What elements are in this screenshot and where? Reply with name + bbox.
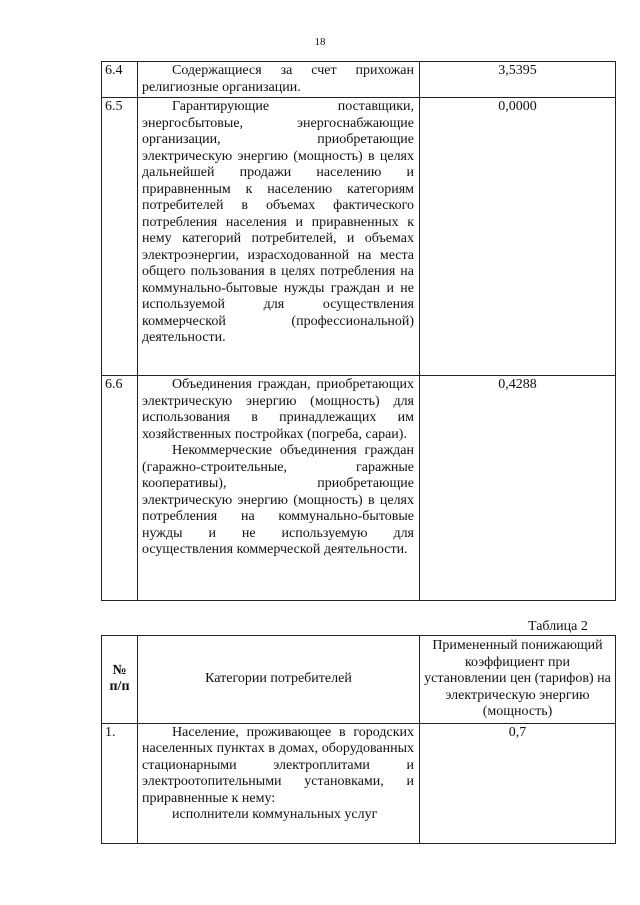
- row-number: 6.4: [102, 62, 138, 98]
- description-paragraph: исполнители коммунальных услуг: [172, 807, 378, 822]
- description-paragraph: Население, проживающее в городских населенных пунктах в домах, оборудованных стационарными электроплитами и электроотопительными установками, и приравненные к нему:: [142, 724, 414, 806]
- table-caption: Таблица 2: [528, 619, 588, 634]
- table-row: [102, 98, 616, 376]
- description-paragraph: Некоммерческие объединения граждан (гаражно-строительные, гаражные кооперативы), приобретающие электрическую энергию (мощность) в целях потребления на коммунально-бытовые нужды и не используемую для осуществления коммерческой деятельности.: [142, 443, 414, 557]
- page-number: 18: [314, 36, 326, 48]
- table-row: [102, 723, 616, 843]
- header-coefficient: Примененный понижающий коэффициент при установлении цен (тарифов) на электрическую энергию (мощность): [420, 636, 616, 724]
- reduction-coefficient-table: [101, 635, 616, 844]
- consumer-category-description: [138, 62, 420, 98]
- consumer-category-description: [138, 723, 420, 843]
- header-row-number: № п/п: [102, 636, 138, 724]
- tariff-coefficients-table-continued: [101, 61, 616, 601]
- header-consumer-category: Категории потребителей: [138, 636, 420, 724]
- table-row: [102, 376, 616, 601]
- coefficient-value: 0,0000: [420, 98, 616, 376]
- description-paragraph: Объединения граждан, приобретающих электрическую энергию (мощность) для использования в принадлежащих им хозяйственных постройках (погреба, сараи).: [142, 377, 414, 442]
- table-header-row: [102, 636, 616, 724]
- coefficient-value: 0,7: [420, 723, 616, 843]
- coefficient-value: 3,5395: [420, 62, 616, 98]
- description-paragraph: Содержащиеся за счет прихожан религиозные организации.: [142, 63, 414, 95]
- table-row: [102, 62, 616, 98]
- row-number: 1.: [102, 723, 138, 843]
- row-number: 6.5: [102, 98, 138, 376]
- coefficient-value: 0,4288: [420, 376, 616, 601]
- consumer-category-description: [138, 98, 420, 376]
- description-paragraph: Гарантирующие поставщики, энергосбытовые, энергоснабжающие организации, приобретающие электрическую энергию (мощность) в целях дальнейшей продажи населению и приравненным к населению категориям потребителей в объемах фактического потребления населения и приравненных к нему категорий потребителей, и объемах электроэнергии, израсходованной на места общего пользования в целях потребления на коммунально-бытовые нужды граждан и не используемой для осуществления коммерческой (профессиональной) деятельности.: [142, 99, 414, 345]
- row-number: 6.6: [102, 376, 138, 601]
- consumer-category-description: [138, 376, 420, 601]
